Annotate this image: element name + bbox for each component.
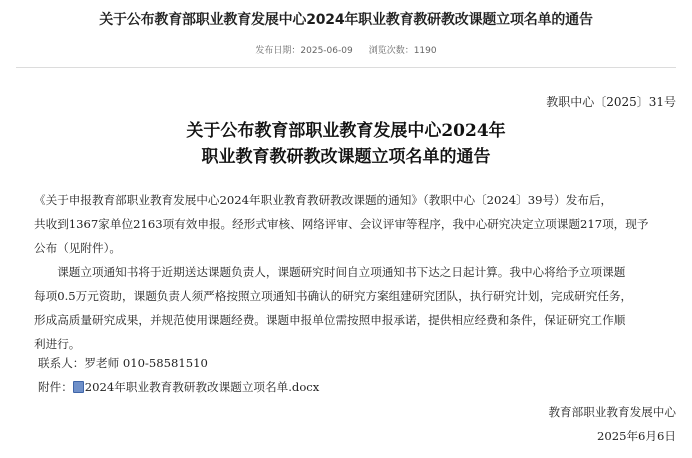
article-meta (0, 43, 692, 56)
paragraph-announcement (34, 188, 674, 260)
paragraph-line: 形成高质量研究成果，并规范使用课题经费。课题申报单位需按照申报承诺，提供相应经费和条件，保证研究工作顺 (34, 313, 626, 327)
signature-organization: 教育部职业教育发展中心 (548, 405, 676, 419)
paragraph-line: 课题立项通知书将于近期送达课题负责人，课题研究时间自立项通知书下达之日起计算。我中心将给予立项课题 (57, 265, 626, 279)
attachment-link[interactable] (73, 379, 320, 395)
document-heading-line-1: 关于公布教育部职业教育发展中心2024年 (186, 121, 506, 141)
attachment-filename: 2024年职业教育教研教改课题立项名单.docx (84, 380, 320, 394)
word-file-icon (73, 381, 84, 393)
document-number: 教职中心〔2025〕31号 (546, 95, 676, 109)
paragraph-line: 公布（见附件）。 (34, 241, 121, 255)
page-title: 关于公布教育部职业教育发展中心2024年职业教育教研教改课题立项名单的通告 (99, 12, 593, 28)
attachment-label: 附件： (38, 380, 73, 394)
signature-date: 2025年6月6日 (596, 429, 676, 443)
paragraph-line: 共收到1367家单位2163项有效申报。经形式审核、网络评审、会议评审等程序，我中心研究决定立项课题217项，现予 (34, 217, 649, 231)
view-count: 浏览次数：1190 (368, 46, 437, 56)
contact-info: 联系人：罗老师 010-58581510 (38, 356, 208, 370)
paragraph-line: 每项0.5万元资助，课题负责人须严格按照立项通知书确认的研究方案组建研究团队，执行研究计划，完成研究任务， (34, 289, 633, 303)
paragraph-line: 《关于申报教育部职业教育发展中心2024年职业教育教研教改课题的通知》（教职中心〔2024〕39号）发布后， (34, 193, 613, 207)
attachment-row (38, 379, 319, 395)
paragraph-line: 利进行。 (34, 337, 81, 351)
document-heading-line-2: 职业教育教研教改课题立项名单的通告 (201, 147, 491, 167)
header-divider (16, 67, 676, 68)
publish-date: 发布日期：2025-06-09 (255, 46, 353, 56)
paragraph-funding (34, 260, 674, 356)
